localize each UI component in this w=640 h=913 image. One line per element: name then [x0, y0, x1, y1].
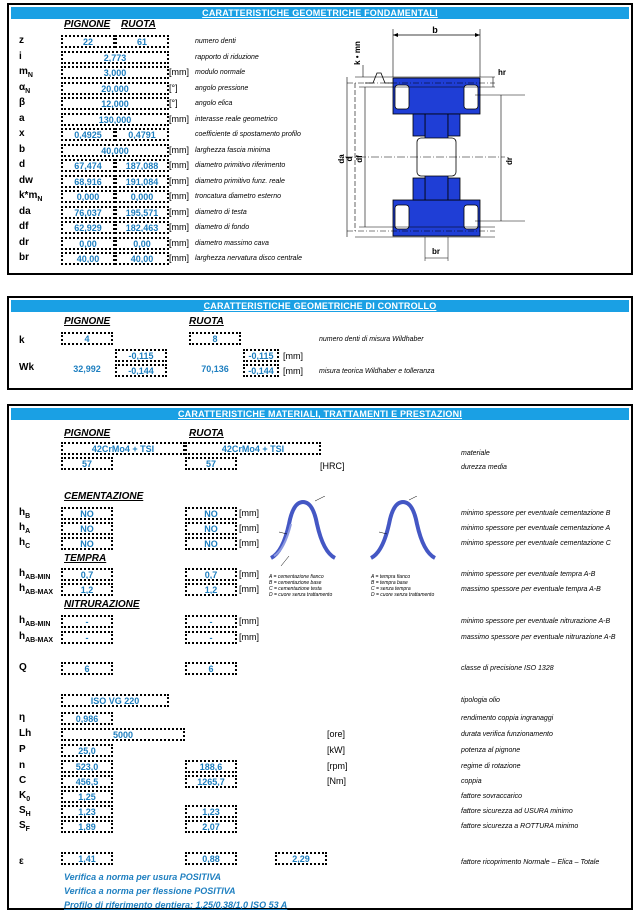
nmin-pignone-value[interactable]: - — [61, 615, 113, 628]
row-description: numero denti — [195, 38, 236, 45]
eta-symbol — [19, 712, 25, 723]
row-symbol — [19, 175, 33, 186]
row-symbol-subscript: N — [37, 196, 43, 203]
hC-symbol — [19, 537, 30, 550]
P-symbol-text: P — [19, 744, 26, 755]
wear-check-note: Verifica a norma per usura POSITIVA — [64, 872, 222, 882]
row-pignone-value[interactable]: 76,037 — [61, 206, 115, 219]
C-pignone-value[interactable]: 456,5 — [61, 775, 113, 788]
legend-left-1: B = cementazione base — [269, 580, 322, 586]
Q-pignone-value[interactable]: 6 — [61, 662, 113, 675]
eta-description: rendimento coppia ingranaggi — [461, 715, 554, 722]
dim-b-label: b — [432, 25, 438, 35]
row-symbol — [19, 206, 31, 217]
hC-pignone-value[interactable]: NO — [61, 537, 113, 550]
hardness-unit: [HRC] — [320, 461, 345, 471]
SF-symbol-subscript: F — [25, 826, 30, 833]
nmax-unit: [mm] — [239, 632, 259, 642]
panel-title: CARATTERISTICHE GEOMETRICHE DI CONTROLLO — [11, 300, 629, 312]
row-ruota-value[interactable]: 0,00 — [115, 237, 169, 250]
nmax-symbol-subscript: AB-MAX — [25, 637, 54, 644]
row-description: angolo pressione — [195, 84, 249, 92]
nmin-unit: [mm] — [239, 616, 259, 626]
nitrurazione-header: NITRURAZIONE — [64, 599, 140, 610]
row-unit: [°] — [169, 98, 178, 108]
row-ruota-value[interactable]: 40,00 — [115, 252, 169, 265]
row-description: larghezza nervatura disco centrale — [195, 255, 303, 262]
row-symbol — [19, 144, 25, 155]
SF-symbol-text: S — [19, 820, 26, 831]
Lh-pignone-value[interactable]: 5000 — [61, 728, 185, 741]
nmax-pignone-value[interactable]: - — [61, 631, 113, 644]
row-unit: [mm] — [169, 175, 189, 186]
row-symbol — [19, 82, 30, 95]
SH-symbol-text: S — [19, 805, 26, 816]
row-description: diametro massimo cava — [195, 239, 269, 247]
row-pignone-value[interactable]: 22 — [61, 35, 115, 48]
hardness-pignone[interactable]: 57 — [61, 457, 113, 470]
row-symbol-text: df — [19, 221, 29, 232]
row-ruota-value[interactable]: 191,084 — [115, 175, 169, 188]
k-description: numero denti di misura Wildhaber — [319, 336, 424, 343]
epsilon-total[interactable]: 2,29 — [275, 852, 327, 865]
row-description: modulo normale — [195, 69, 246, 76]
tmax-description: massimo spessore per eventuale tempra A-B — [461, 586, 601, 593]
nmax-symbol-text: h — [19, 631, 26, 642]
SF-description: fattore sicurezza a ROTTURA minimo — [461, 823, 579, 830]
nmax-ruota-value[interactable]: - — [185, 631, 237, 644]
row-pignone-value[interactable]: 67,474 — [61, 159, 115, 172]
row-description: diametro primitivo funz. reale — [195, 177, 285, 185]
tmin-symbol-subscript: AB-MIN — [25, 574, 51, 581]
epsilon-description: fattore ricoprimento Normale – Elica – Totale — [461, 859, 600, 866]
hA-symbol — [19, 522, 30, 535]
P-unit: [kW] — [327, 745, 345, 755]
nmin-symbol-subscript: AB-MIN — [25, 621, 51, 628]
hB-ruota-value[interactable]: NO — [185, 507, 237, 520]
row-unit: [mm] — [169, 191, 189, 201]
SH-description: fattore sicurezza ad USURA minimo — [461, 808, 573, 815]
row-pignone-value[interactable]: 68,916 — [61, 175, 115, 188]
column-header-pignone: PIGNONE — [64, 19, 111, 30]
tmax-ruota-value[interactable]: 1,2 — [185, 583, 237, 596]
hC-description: minimo spessore per eventuale cementazione C — [461, 540, 611, 547]
hB-description: minimo spessore per eventuale cementazione B — [461, 510, 611, 517]
wk-symbol: Wk — [19, 362, 34, 373]
wk-ruota-lower-tol[interactable]: -0,144 — [243, 364, 279, 377]
k-symbol: k — [19, 335, 25, 346]
row-unit: [mm] — [169, 237, 189, 248]
row-symbol — [19, 35, 24, 46]
material-description: materiale — [461, 450, 490, 457]
column-header-ruota: RUOTA — [189, 316, 224, 327]
dim-da-label: da — [337, 154, 346, 164]
k-ruota-value[interactable]: 8 — [189, 332, 241, 345]
row-symbol-subscript: N — [25, 87, 31, 95]
row-symbol-text: br — [19, 252, 29, 263]
row-symbol-text: b — [19, 143, 26, 155]
C-ruota-value[interactable]: 1265,7 — [185, 775, 237, 788]
C-symbol-text: C — [19, 775, 27, 786]
hA-pignone-value[interactable]: NO — [61, 522, 113, 535]
C-description: coppia — [461, 778, 482, 785]
nmin-symbol — [19, 615, 50, 628]
row-description: rapporto di riduzione — [195, 53, 259, 61]
nmin-symbol-text: h — [19, 615, 26, 626]
K0-symbol-subscript: 0 — [26, 796, 31, 803]
wk-description: misura teorica Wildhaber e tolleranza — [319, 368, 435, 375]
oil-description: tipologia olio — [461, 697, 500, 704]
hC-ruota-value[interactable]: NO — [185, 537, 237, 550]
SH-ruota-value[interactable]: 1,23 — [185, 805, 237, 818]
row-symbol — [19, 252, 29, 263]
row-unit: [mm] — [169, 113, 189, 124]
hB-pignone-value[interactable]: NO — [61, 507, 113, 520]
C-unit: [Nm] — [327, 776, 346, 786]
SH-pignone-value[interactable]: 1,23 — [61, 805, 113, 818]
n-unit: [rpm] — [327, 761, 348, 771]
tmin-ruota-value[interactable]: 0,7 — [185, 568, 237, 581]
row-symbol-text: a — [19, 112, 25, 124]
materials-treatments-panel — [7, 404, 633, 910]
row-pignone-value[interactable]: 0,00 — [61, 237, 115, 250]
panel-title: CARATTERISTICHE MATERIALI, TRATTAMENTI E PRESTAZIONI — [11, 408, 629, 420]
tmin-unit: [mm] — [239, 569, 259, 579]
legend-right-0: A = tempra fianco — [371, 574, 411, 580]
row-symbol-text: β — [19, 97, 26, 108]
row-pignone-value[interactable]: 40,00 — [61, 252, 115, 265]
row-unit: [mm] — [169, 206, 189, 217]
n-ruota-value[interactable]: 188,6 — [185, 760, 237, 773]
wk-pignone-upper-tol[interactable]: -0,115 — [115, 349, 167, 362]
dim-d-label: d — [345, 156, 354, 162]
Lh-description: durata verifica funzionamento — [461, 731, 553, 738]
row-description: diametro di fondo — [195, 224, 250, 231]
wk-upper-unit: [mm] — [283, 351, 303, 361]
row-description: interasse reale geometrico — [195, 115, 278, 123]
n-pignone-value[interactable]: 523,0 — [61, 760, 113, 773]
row-description: diametro primitivo riferimento — [195, 162, 286, 169]
tmax-pignone-value[interactable]: 1,2 — [61, 583, 113, 596]
eta-symbol-text: η — [19, 712, 26, 723]
nmax-description: massimo spessore per eventuale nitrurazione A-B — [461, 634, 616, 641]
K0-description: fattore sovraccarico — [461, 793, 523, 800]
wk-pignone-lower-tol[interactable]: -0,144 — [115, 364, 167, 377]
panel-title: CARATTERISTICHE GEOMETRICHE FONDAMENTALI — [11, 7, 629, 19]
legend-left-0: A = cementazione fianco — [269, 574, 324, 580]
row-ruota-value[interactable]: 0,000 — [115, 190, 169, 203]
K0-symbol-text: K — [19, 790, 27, 801]
SH-symbol-subscript: H — [25, 811, 31, 818]
row-description: troncatura diametro esterno — [195, 193, 281, 200]
Q-symbol-text: Q — [19, 662, 27, 673]
row-symbol — [19, 113, 25, 124]
SF-pignone-value[interactable]: 1,89 — [61, 820, 113, 833]
row-common-value[interactable]: 12,000 — [61, 97, 169, 110]
column-header-pignone: PIGNONE — [64, 316, 111, 327]
row-symbol — [19, 66, 33, 79]
row-unit: [mm] — [169, 222, 189, 232]
legend-right-1: B = tempra base — [371, 580, 408, 586]
row-unit: [mm] — [169, 67, 189, 77]
row-pignone-value[interactable]: 62,929 — [61, 221, 115, 234]
wk-lower-unit: [mm] — [283, 366, 303, 376]
hC-unit: [mm] — [239, 538, 259, 548]
row-common-value[interactable]: 40,000 — [61, 144, 169, 157]
row-symbol-text: x — [19, 128, 25, 139]
tmax-symbol — [19, 583, 53, 596]
hB-symbol-text: h — [19, 507, 26, 518]
Lh-symbol-text: Lh — [19, 728, 32, 739]
n-symbol-text: n — [19, 760, 26, 771]
hB-unit: [mm] — [239, 508, 259, 518]
n-description: regime di rotazione — [461, 763, 521, 770]
row-symbol-text: i — [19, 50, 22, 62]
eta-pignone-value[interactable]: 0,986 — [61, 712, 113, 725]
legend-right-2: C = senza tempra — [371, 586, 411, 592]
legend-left-3: D = cuore senza trattamento — [269, 592, 333, 598]
epsilon-symbol: ε — [19, 856, 24, 867]
tmax-symbol-subscript: AB-MAX — [25, 589, 54, 596]
hA-symbol-text: h — [19, 522, 26, 533]
row-symbol-text: da — [19, 205, 31, 217]
epsilon-helix[interactable]: 0,88 — [185, 852, 237, 865]
row-symbol — [19, 51, 22, 62]
P-description: potenza al pignone — [461, 747, 521, 754]
row-common-value[interactable]: 3,000 — [61, 66, 169, 79]
row-description: diametro di testa — [195, 208, 247, 216]
row-pignone-value[interactable]: 0,000 — [61, 190, 115, 203]
K0-pignone-value[interactable]: 1,25 — [61, 790, 113, 803]
row-ruota-value[interactable]: 0,4791 — [115, 128, 169, 141]
epsilon-normal[interactable]: 1,41 — [61, 852, 113, 865]
nmin-ruota-value[interactable]: - — [185, 615, 237, 628]
row-ruota-value[interactable]: 61 — [115, 35, 169, 48]
oil-pignone-value[interactable]: ISO VG 220 — [61, 694, 169, 707]
cementazione-header: CEMENTAZIONE — [64, 491, 144, 502]
row-unit: [°] — [169, 82, 178, 93]
geometric-characteristics-panel — [7, 3, 633, 275]
row-common-value[interactable]: 20,000 — [61, 82, 169, 95]
hA-symbol-subscript: A — [25, 528, 31, 535]
row-common-value[interactable]: 130,000 — [61, 113, 169, 126]
hC-symbol-text: h — [19, 537, 26, 548]
row-unit: [mm] — [169, 160, 189, 170]
material-pignone[interactable]: 42CrMo4 + TSI — [61, 442, 185, 455]
row-pignone-value[interactable]: 0,4925 — [61, 128, 115, 141]
tempra-header: TEMPRA — [64, 553, 107, 564]
SF-symbol — [19, 820, 30, 833]
dim-df-label: df — [355, 155, 364, 163]
dim-hr-label: hr — [498, 68, 506, 77]
hA-description: minimo spessore per eventuale cementazione A — [461, 525, 611, 532]
tmin-description: minimo spessore per eventuale tempra A-B — [461, 571, 596, 578]
P-symbol — [19, 744, 26, 755]
nmin-description: minimo spessore per eventuale nitrurazione A-B — [461, 618, 611, 625]
hA-ruota-value[interactable]: NO — [185, 522, 237, 535]
row-description: angolo elica — [195, 100, 233, 107]
row-ruota-value[interactable]: 182,463 — [115, 221, 169, 234]
row-symbol — [19, 97, 25, 108]
K0-symbol — [19, 790, 30, 803]
row-unit: [mm] — [169, 253, 189, 263]
hardness-ruota[interactable]: 57 — [185, 457, 237, 470]
tmax-unit: [mm] — [239, 584, 259, 594]
row-description: larghezza fascia minima — [195, 146, 271, 154]
row-symbol — [19, 128, 25, 139]
material-ruota[interactable]: 42CrMo4 + TSI — [185, 442, 321, 455]
row-symbol-text: d — [19, 159, 26, 170]
gear-section-diagram — [325, 25, 530, 270]
column-header-ruota: RUOTA — [189, 428, 224, 439]
hC-symbol-subscript: C — [25, 543, 31, 550]
row-ruota-value[interactable]: 195,571 — [115, 206, 169, 219]
bending-check-note: Verifica a norma per flessione POSITIVA — [64, 886, 236, 896]
tmax-symbol-text: h — [19, 583, 26, 594]
dim-km-label: k • mn — [353, 41, 362, 65]
Q-description: classe di precisione ISO 1328 — [461, 665, 554, 672]
row-ruota-value[interactable]: 187,088 — [115, 159, 169, 172]
row-common-value[interactable]: 2,773 — [61, 51, 169, 64]
row-symbol — [19, 237, 29, 248]
row-symbol-text: dr — [19, 236, 29, 248]
k-pignone-value[interactable]: 4 — [61, 332, 113, 345]
row-symbol — [19, 190, 42, 203]
Lh-unit: [ore] — [327, 729, 346, 739]
legend-left-2: C = cementazione testa — [269, 586, 322, 592]
dim-br-label: br — [432, 247, 440, 256]
Q-ruota-value[interactable]: 6 — [185, 662, 237, 675]
SF-ruota-value[interactable]: 2,07 — [185, 820, 237, 833]
Q-symbol — [19, 662, 27, 673]
row-symbol — [19, 221, 28, 232]
wk-pignone-value: 32,992 — [73, 364, 101, 374]
P-pignone-value[interactable]: 25,0 — [61, 744, 113, 757]
SH-symbol — [19, 805, 31, 818]
wk-ruota-value: 70,136 — [201, 364, 229, 374]
control-characteristics-panel — [7, 296, 633, 390]
tooth-treatment-diagrams — [259, 496, 459, 611]
row-symbol-text: m — [19, 66, 28, 77]
Lh-symbol — [19, 728, 31, 739]
row-unit: [mm] — [169, 144, 189, 155]
row-description: coefficiente di spostamento profilo — [195, 131, 301, 138]
column-header-pignone: PIGNONE — [64, 428, 111, 439]
reference-profile-note: Profilo di riferimento dentiera: 1,25/0,38/1,0 ISO 53 A — [64, 900, 288, 910]
row-symbol — [19, 159, 25, 170]
hA-unit: [mm] — [239, 523, 259, 533]
legend-right-3: D = cuore senza trattamento — [371, 592, 435, 598]
hB-symbol-subscript: B — [25, 513, 31, 520]
nmax-symbol — [19, 631, 53, 644]
row-symbol-text: k*m — [19, 190, 38, 201]
wk-ruota-upper-tol[interactable]: -0,115 — [243, 349, 279, 362]
row-symbol-text: z — [19, 35, 24, 46]
row-symbol-text: α — [19, 81, 26, 93]
row-symbol-text: dw — [19, 174, 33, 186]
column-header-ruota: RUOTA — [121, 19, 156, 30]
dim-dr-label: dr — [505, 157, 514, 165]
tmin-symbol — [19, 568, 50, 581]
C-symbol — [19, 775, 26, 786]
n-symbol — [19, 760, 25, 771]
tmin-symbol-text: h — [19, 568, 26, 579]
row-symbol-subscript: N — [27, 72, 33, 79]
tmin-pignone-value[interactable]: 0,7 — [61, 568, 113, 581]
hardness-description: durezza media — [461, 464, 507, 471]
hB-symbol — [19, 507, 30, 520]
